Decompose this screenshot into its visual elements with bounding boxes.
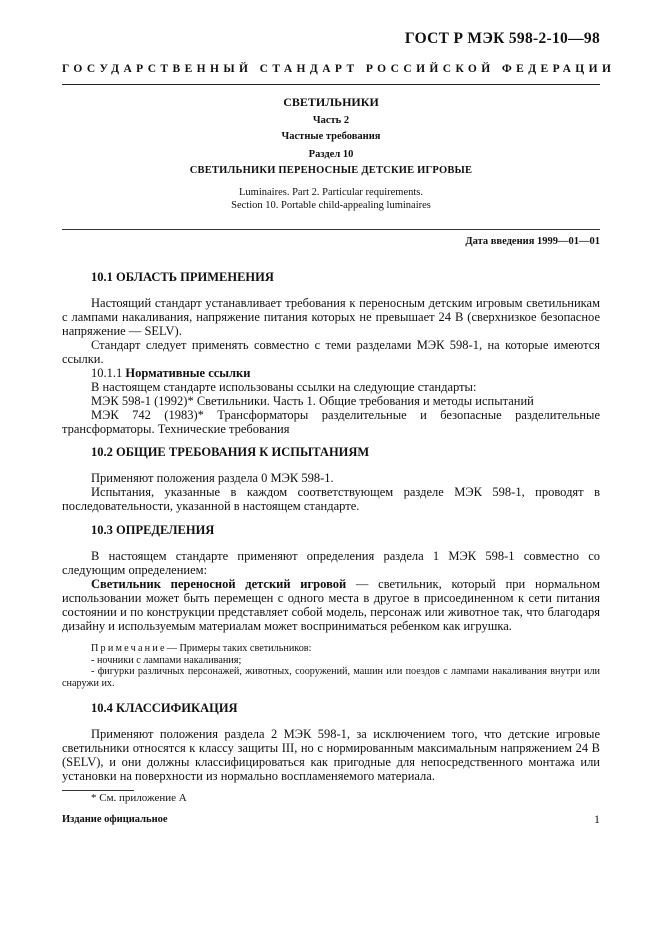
title-section: Раздел 10 xyxy=(308,149,354,160)
footnote: * См. приложение А xyxy=(91,792,187,804)
document-code: ГОСТ Р МЭК 598-2-10—98 xyxy=(404,30,600,47)
subsection-title: Нормативные ссылки xyxy=(125,366,251,380)
page-number: 1 xyxy=(594,812,600,826)
title-english-line2: Section 10. Portable child-appealing luminaires xyxy=(231,200,431,211)
paragraph: Стандарт следует применять совместно с теми разделами МЭК 598-1, на которые имеются ссылки. xyxy=(62,338,600,366)
paragraph: Применяют положения раздела 0 МЭК 598-1. xyxy=(91,471,334,485)
introduction-date: Дата введения 1999—01—01 xyxy=(465,236,600,247)
section-heading-10-4: 10.4 КЛАССИФИКАЦИЯ xyxy=(91,701,238,715)
edition-label: Издание официальное xyxy=(62,813,168,825)
note-item: - фигурки различных персонажей, животных, сооружений, машин или поездов с лампами накаливания внутри или снаружи их. xyxy=(62,666,600,689)
title-section-name: СВЕТИЛЬНИКИ ПЕРЕНОСНЫЕ ДЕТСКИЕ ИГРОВЫЕ xyxy=(189,165,473,176)
document-body xyxy=(62,270,600,827)
title-english xyxy=(62,186,600,212)
paragraph: Настоящий стандарт устанавливает требования к переносным детским игровым светильникам с лампами накаливания, напряжение питания которых не превышает 24 В (сверхнизкое безопасное напряжение — SELV). xyxy=(62,296,600,338)
document-page xyxy=(62,0,616,936)
top-divider xyxy=(62,84,600,85)
section-heading-10-1: 10.1 ОБЛАСТЬ ПРИМЕНЕНИЯ xyxy=(91,270,274,284)
note-item: - ночники с лампами накаливания; xyxy=(91,654,242,666)
reference-item: МЭК 598-1 (1992)* Светильники. Часть 1. Общие требования и методы испытаний xyxy=(91,394,534,408)
title-english-line1: Luminaires. Part 2. Particular requirements. xyxy=(239,187,423,198)
title-divider xyxy=(62,229,600,230)
note-label: Примечание xyxy=(91,643,167,654)
definition-text: — светильник, который при нормальном использовании может быть перемещен с одного места в другое в присоединенном к сети питания состоянии и по конструкции представляет собой модель, персонаж или животное так, что благодаря дизайну и используемым материалам может восприниматься ребенком как игрушка. xyxy=(62,577,600,633)
defined-term: Светильник переносной детский игровой xyxy=(91,577,347,591)
section-heading-10-2: 10.2 ОБЩИЕ ТРЕБОВАНИЯ К ИСПЫТАНИЯМ xyxy=(91,445,370,459)
state-standard-banner: ГОСУДАРСТВЕННЫЙ СТАНДАРТ РОССИЙСКОЙ ФЕДЕРАЦИИ xyxy=(62,63,616,75)
reference-item: МЭК 742 (1983)* Трансформаторы разделительные и безопасные разделительные трансформаторы. Технические требования xyxy=(62,408,600,436)
paragraph: Применяют положения раздела 2 МЭК 598-1, за исключением того, что детские игровые светильники относятся к классу защиты III, но с нормированным максимальным напряжением 24 В (SELV), и они должны классифицироваться как пригодные для непосредственного монтажа или установки на поверхности из нормально воспламеняемого материала. xyxy=(62,727,600,783)
subsection-heading xyxy=(62,366,600,380)
section-heading-10-3: 10.3 ОПРЕДЕЛЕНИЯ xyxy=(91,523,215,537)
note xyxy=(62,643,600,655)
title-part-name: Частные требования xyxy=(281,131,381,142)
note-text: — Примеры таких светильников: xyxy=(166,643,312,654)
paragraph: В настоящем стандарте применяют определения раздела 1 МЭК 598-1 совместно со следующим определением: xyxy=(62,549,600,577)
paragraph: В настоящем стандарте использованы ссылки на следующие стандарты: xyxy=(91,380,477,394)
definition xyxy=(62,577,600,633)
paragraph: Испытания, указанные в каждом соответствующем разделе МЭК 598-1, проводят в последовательности, указанной в настоящем стандарте. xyxy=(62,485,600,513)
subsection-number: 10.1.1 xyxy=(91,366,123,380)
title-part: Часть 2 xyxy=(312,115,350,126)
title-main: СВЕТИЛЬНИКИ xyxy=(283,95,379,109)
